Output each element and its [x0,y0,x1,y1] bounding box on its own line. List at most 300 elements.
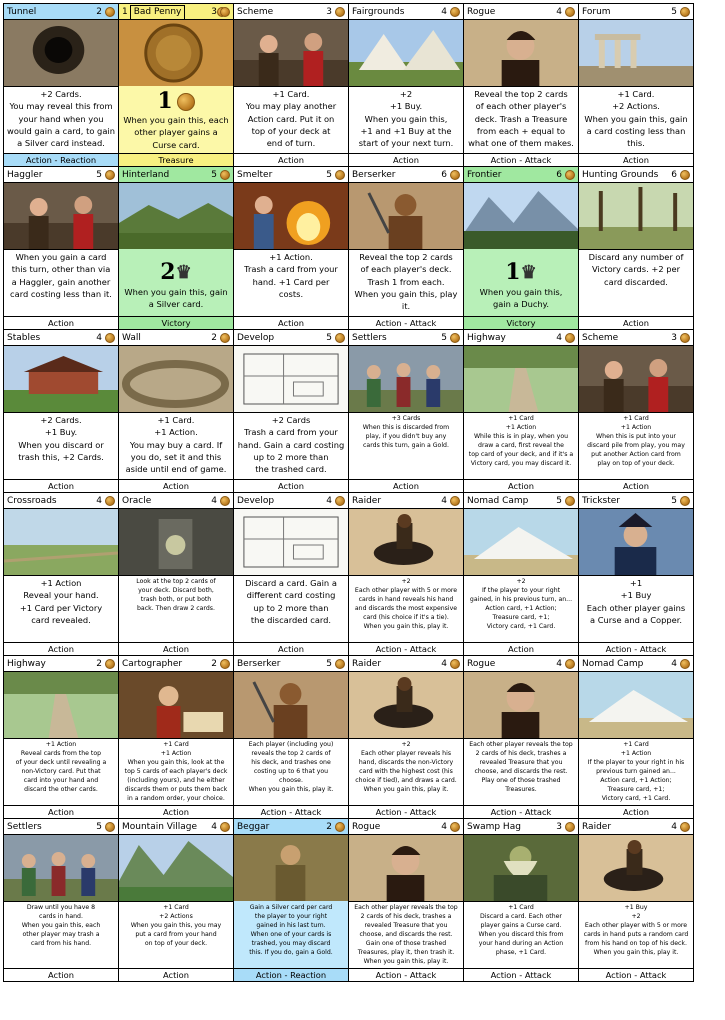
coin-icon [680,170,690,180]
card-text-line: what one of them makes. [468,138,574,149]
coin-icon [450,7,460,17]
card-type: Action - Attack [349,805,463,818]
card-type: Action [579,479,693,492]
card-art [579,183,693,250]
card-text [351,740,461,804]
coin-icon [565,496,575,506]
card-text-line: +1 Card [163,741,189,748]
card-text-line: Discard any number of [588,252,684,262]
card-text-line: choose, and discards the rest. [359,931,453,938]
card-text-line: phase, +1 Card. [495,949,547,956]
card-name: Smelter [237,170,273,180]
card-art [4,20,118,87]
card-text-line: a Silver card instead. [17,138,105,149]
coin-icon [450,333,460,343]
card-title [234,330,348,346]
card-type: Action [234,316,348,329]
card-text-line: Reveal your hand. [23,590,99,601]
card-text-line: +2 [401,741,411,748]
card-name: Mountain Village [122,822,198,832]
card-title [234,167,348,183]
card-develop[interactable] [234,493,349,656]
card-text-line: put another Action card from [591,451,681,458]
card-text-line: play on top of your deck. [597,460,675,467]
card-type: Action - Attack [349,316,463,329]
card-fairgrounds[interactable] [349,4,464,167]
card-title [464,493,578,509]
card-text-line: You may play another [245,101,337,112]
card-text-line: revealed Treasure that you [479,759,563,766]
coin-icon [220,822,230,832]
card-art [119,346,233,413]
card-text [351,88,461,152]
card-text-line: card (his choice if it's a tie). [363,614,449,621]
card-text-line: Gain a Silver card per card [249,904,333,911]
card-cost: 4 [556,333,562,343]
card-text-line: +1 Buy [620,590,652,601]
card-text [351,903,461,967]
card-title [349,656,463,672]
card-art [579,835,693,902]
card-text-line: Each other player reveals the top [354,904,458,911]
card-text-line: +1 Card [163,904,189,911]
card-name: Oracle [122,496,152,506]
card-text-line: +2 [399,89,413,99]
card-title [4,167,118,183]
card-haggler[interactable] [4,167,119,330]
card-text-line: of each player's deck. [360,264,452,275]
card-name: Scheme [237,7,274,17]
card-berserker[interactable] [234,656,349,819]
card-type: Action [119,479,233,492]
card-title [119,656,233,672]
card-title [349,493,463,509]
card-title [579,819,693,835]
card-text-line: +1 Action [505,424,537,431]
card-text-line: top 5 cards of each player's deck [124,768,228,775]
card-text-line: revealed Treasure that you [364,922,448,929]
card-cost: 5 [671,7,677,17]
card-text [466,577,576,641]
card-mountain-village[interactable] [119,819,234,982]
card-hunting-grounds[interactable] [579,167,694,330]
card-art [579,672,693,739]
card-text-line: discard pile from play, you may [587,442,685,449]
card-text-line: +3 Cards [391,415,421,422]
card-settlers[interactable] [349,330,464,493]
card-text-line: +2 Cards. [40,415,82,425]
card-text-line: hand. Gain a card costing [237,439,345,450]
card-text-line: Gain one of those trashed [365,940,447,947]
card-art [234,20,348,87]
card-type: Action - Attack [464,805,578,818]
card-text-line: +1 Buy. [44,427,78,438]
card-art [119,835,233,902]
card-rogue[interactable] [349,819,464,982]
card-text-line: aside until end of game. [125,464,227,475]
card-trickster[interactable] [579,493,694,656]
card-sheet [3,3,694,982]
coin-icon [220,659,230,669]
card-text-line: Each other player reveals the top [469,741,573,748]
card-text-line: Look at the top 2 cards of [136,578,216,585]
coin-icon [680,333,690,343]
card-wall[interactable] [119,330,234,493]
card-berserker[interactable] [349,167,464,330]
card-tunnel[interactable] [4,4,119,167]
card-type: Action [119,968,233,981]
card-text [6,414,116,478]
card-rogue[interactable] [464,4,579,167]
card-text-line: from his hand on top of his deck. [585,940,687,947]
card-smelter[interactable] [234,167,349,330]
card-title [349,4,463,20]
card-text-line: Draw until you have 8 [26,904,96,911]
card-name: Trickster [582,496,620,506]
card-title [119,4,233,20]
card-text [464,249,578,316]
card-text-line: Trash a card from your [244,264,338,275]
card-title [119,493,233,509]
card-type: Action [119,805,233,818]
card-cost: 6 [671,170,677,180]
card-highway[interactable] [464,330,579,493]
card-frontier[interactable] [464,167,579,330]
coin-icon [565,822,575,832]
card-text-line: gain a Duchy. [492,299,550,310]
card-scheme[interactable] [579,330,694,493]
card-settlers[interactable] [4,819,119,982]
victory-crown-icon: ♛ [175,262,192,283]
card-text-line: +1 Card per Victory [19,602,103,613]
card-raider[interactable] [349,656,464,819]
coin-icon [220,496,230,506]
card-type: Treasure [119,153,233,166]
card-scheme[interactable] [234,4,349,167]
card-text-line: put a card from your hand [135,931,217,938]
card-text [581,251,691,315]
card-text [121,414,231,478]
card-name: Develop [237,496,275,506]
card-text-line: +1 Action. [154,427,198,438]
card-type: Action - Attack [464,968,578,981]
card-text-line: +1 Card. [617,89,655,99]
card-title [464,4,578,20]
card-text-line: and discards the most expensive [354,605,458,612]
card-name: Raider [352,659,382,669]
coin-icon [565,7,575,17]
card-name: Beggar [237,822,270,832]
card-text-line: Action card, +1 Action; [485,605,557,612]
card-text [6,577,116,641]
card-text-line: trashed, you may discard [251,940,331,947]
coin-icon [177,93,195,111]
card-cost: 5 [211,170,217,180]
card-text [236,414,346,478]
card-type: Action - Attack [349,642,463,655]
card-name: Crossroads [7,496,57,506]
coin-icon [335,659,345,669]
card-art [234,672,348,739]
card-text-line: card revealed. [31,614,91,625]
card-text-line: trash this, +2 Cards. [18,451,104,462]
card-cartographer[interactable] [119,656,234,819]
card-text-line: When you gain this, look at the [127,759,225,766]
card-text-line: +2 [516,578,526,585]
card-text-line: this. [627,138,645,149]
card-text-line: Discard a card. Each other [480,913,562,920]
card-title [119,167,233,183]
card-bad-penny[interactable] [119,4,234,167]
card-text-line: would gain a card, to gain [7,125,115,136]
card-cost: 4 [671,822,677,832]
card-art [464,509,578,576]
card-text-line: a card costing less than [586,125,686,136]
card-text-line: start of your next turn. [358,138,454,149]
coin-icon [105,333,115,343]
card-text-line: Treasures. [505,786,537,793]
card-cost: 2 [326,822,332,832]
card-forum[interactable] [579,4,694,167]
card-text-line: +1 Card [623,415,649,422]
card-name: Cartographer [122,659,183,669]
card-type: Action - Reaction [234,968,348,981]
card-text-line: a Silver card. [148,299,204,310]
card-raider[interactable] [349,493,464,656]
card-text-line: Reveal cards from the top [20,750,102,757]
card-title [234,656,348,672]
card-highway[interactable] [4,656,119,819]
card-beggar[interactable] [234,819,349,982]
card-develop[interactable] [234,330,349,493]
card-name: Highway [7,659,46,669]
card-text-line: player gains a Curse card. [480,922,562,929]
card-text-line: 1♛ [505,259,537,285]
card-text-line: +1 Action [620,424,652,431]
card-text-line: from each + equal to [476,125,566,136]
card-art [4,183,118,250]
card-text [466,414,576,478]
card-text-line: When you gain this, gain [124,287,228,297]
card-art [119,20,233,87]
card-type: Action [234,479,348,492]
card-text-line: 2♛ [160,259,192,285]
card-art [349,346,463,413]
card-text [351,414,461,478]
card-text-line: up to 2 more than [253,602,329,613]
coin-icon [450,659,460,669]
card-name: Raider [582,822,612,832]
card-art [119,509,233,576]
card-text-line: cards in hand puts a random card [583,931,689,938]
card-cost: 2 [96,659,102,669]
card-text-line: on top of your deck. [144,940,208,947]
card-type: Action [579,153,693,166]
coin-icon [565,333,575,343]
card-stables[interactable] [4,330,119,493]
card-text-line: different card costing [246,590,336,601]
card-crossroads[interactable] [4,493,119,656]
card-name: Nomad Camp [582,659,644,669]
coin-icon [220,7,230,17]
card-art [464,20,578,87]
card-text-line: card with the highest cost (his [359,768,453,775]
coin-icon [220,333,230,343]
card-text-line: +1 Action [40,578,82,588]
card-text-line: +2 [401,578,411,585]
card-cost: 4 [556,7,562,17]
coin-icon [335,496,345,506]
card-text [121,577,231,641]
card-cost: 5 [96,170,102,180]
card-text-line: When this is discarded from [362,424,450,431]
card-text-line: 1 [119,88,233,114]
card-text-line: Each other player with 5 or more [584,922,688,929]
card-oracle[interactable] [119,493,234,656]
coin-icon [220,170,230,180]
card-text-line: +1 [629,578,643,588]
card-cost: 4 [441,496,447,506]
coin-icon [565,170,575,180]
card-title [464,167,578,183]
card-swamp-hag[interactable] [464,819,579,982]
coin-icon [680,659,690,669]
card-name: Rogue [467,659,496,669]
card-cost: 5 [556,496,562,506]
card-cost: 3 [671,333,677,343]
card-text-line: you do, set it and this [130,451,222,462]
card-text-line: +2 Actions [159,913,193,920]
card-name: Hinterland [122,170,170,180]
coin-icon [450,822,460,832]
card-type: Action [234,153,348,166]
card-art [349,835,463,902]
card-text [6,251,116,315]
card-hinterland[interactable] [119,167,234,330]
card-title [579,4,693,20]
card-art [464,183,578,250]
card-text-line: hand, discards the non-Victory [358,759,454,766]
card-name: Wall [122,333,141,343]
card-art [234,835,348,902]
card-text-line: When you gain a card [15,252,107,262]
card-name: Nomad Camp [467,496,529,506]
card-type: Action [349,153,463,166]
card-cost: 3 [556,822,562,832]
card-text-line: When you gain this, you may [130,922,222,929]
card-type: Action [4,642,118,655]
card-text [6,903,116,967]
card-raider[interactable] [579,819,694,982]
card-name: Hunting Grounds [582,170,659,180]
card-text-line: Victory cards. +2 per [591,264,681,275]
coin-icon [335,7,345,17]
card-cost: 5 [326,170,332,180]
card-text-line: the player to your right [254,913,328,920]
card-text-line: Trash a card from your [244,427,338,438]
card-text-line: gained in his last turn. [256,922,326,929]
card-name: Settlers [7,822,42,832]
card-text-line: Discard a card. Gain a [245,578,337,588]
card-name: Raider [352,496,382,506]
card-cost: 2 [211,659,217,669]
card-text-line: hand. +1 Card per [252,276,330,287]
card-name: Tunnel [7,7,37,17]
card-text [351,577,461,641]
card-text [121,740,231,804]
card-text [119,249,233,316]
card-text-line: card costing less than it. [10,288,112,299]
card-text-line: Action card, +1 Action; [600,777,672,784]
card-cost: 4 [671,659,677,669]
card-text-line: Treasures, play it, then trash it. [357,949,455,956]
card-cost: 4 [441,7,447,17]
card-type: Victory [119,316,233,329]
card-rogue[interactable] [464,656,579,819]
card-art [579,346,693,413]
card-title [349,819,463,835]
card-text-line: Victory card, +1 Card. [486,623,556,630]
card-title [234,819,348,835]
card-art [4,672,118,739]
card-type: Action [234,642,348,655]
card-name: Berserker [237,659,281,669]
card-text-line: Each player (including you) [248,741,334,748]
card-art [234,183,348,250]
card-text-line: Victory card, you may discard it. [470,460,572,467]
card-text-line: costs. [278,288,304,299]
card-text-line: choose, and discards the rest. [474,768,568,775]
card-type: Action - Attack [349,968,463,981]
card-title [4,330,118,346]
card-text-line: When one of your cards is [250,931,332,938]
card-text-line: +1 Action. [269,252,313,262]
card-text-line: When you discard this from [478,931,564,938]
card-title [4,4,118,20]
card-name: Settlers [352,333,387,343]
card-title [464,656,578,672]
card-nomad-camp[interactable] [464,493,579,656]
card-type: Action [349,479,463,492]
card-name: Haggler [7,170,43,180]
card-text-line: When this is put into your [596,433,676,440]
card-text [236,88,346,152]
card-text-line: 2 cards of his deck, trashes a [475,750,567,757]
card-cost: 4 [96,333,102,343]
card-text-line: (including yours), and he either [127,777,225,784]
card-art [579,509,693,576]
card-text-line: card discarded. [604,276,668,287]
card-extra-value: 1 [122,7,128,17]
card-text [236,740,346,804]
card-title [464,330,578,346]
coin-icon [450,170,460,180]
card-text-line: 2 cards of his deck, trashes a [360,913,452,920]
card-name: Highway [467,333,506,343]
card-name: Rogue [352,822,381,832]
card-title [234,4,348,20]
card-text-line: When you discard or [18,439,104,450]
coin-icon [105,496,115,506]
coin-icon [105,659,115,669]
card-text-line: end of turn. [266,138,316,149]
card-type: Action [4,316,118,329]
card-text-line: non-Victory card. Put that [21,768,101,775]
card-nomad-camp[interactable] [579,656,694,819]
card-art [349,20,463,87]
card-text [581,577,691,641]
card-text-line: previous turn gained an... [596,768,676,775]
